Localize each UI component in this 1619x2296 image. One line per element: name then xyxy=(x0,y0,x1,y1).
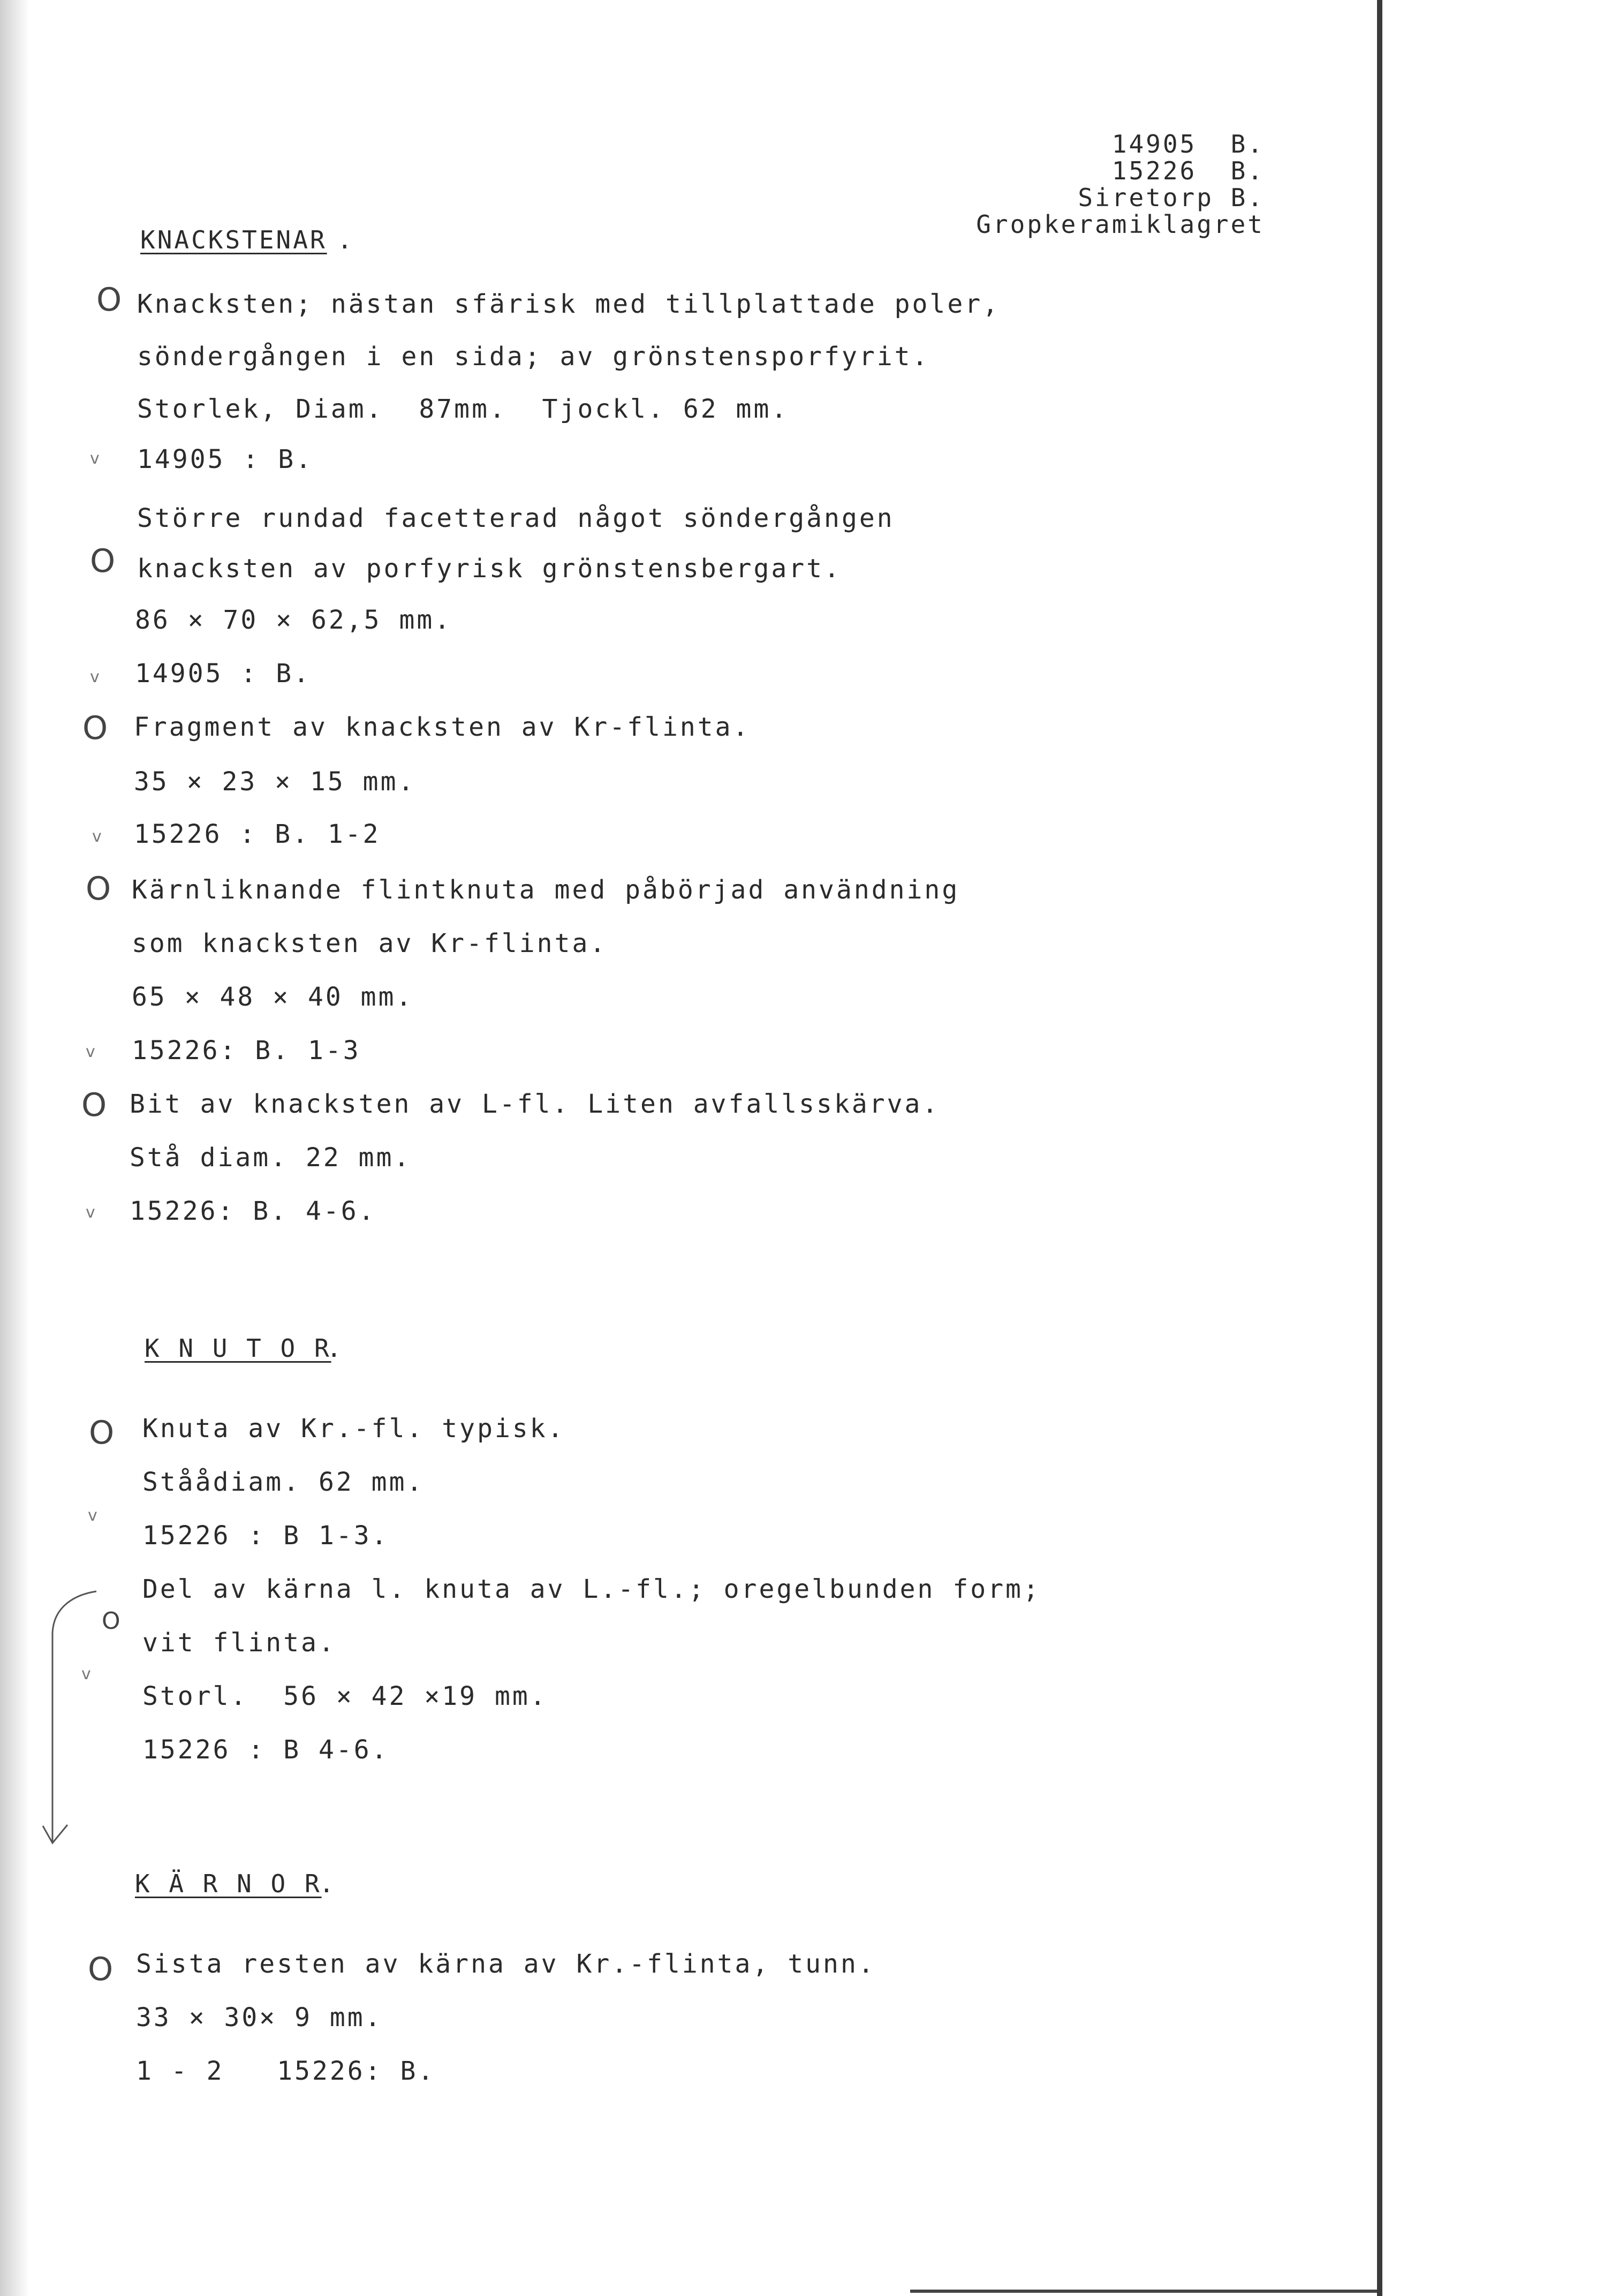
entry-line: Knacksten; nästan sfärisk med tillplattade poler, xyxy=(137,289,1001,319)
circle-mark: O xyxy=(86,870,111,908)
header-line: Siretorp B. xyxy=(1078,183,1265,212)
check-mark: v xyxy=(90,449,100,468)
catalog-number: 14905 : B. xyxy=(137,444,313,474)
entry-line: 86 × 70 × 62,5 mm. xyxy=(135,605,452,635)
page-margin xyxy=(1382,0,1619,2296)
catalog-number: 14905 : B. xyxy=(135,659,311,689)
entry-line: Storlek, Diam. 87mm. Tjockl. 62 mm. xyxy=(137,394,789,424)
catalog-number: 15226: B. 4-6. xyxy=(130,1196,376,1226)
bracket-arrow-icon xyxy=(32,1585,118,1853)
entry-line: Kärnliknande flintknuta med påbörjad användning xyxy=(132,875,960,905)
catalog-header xyxy=(976,131,1265,238)
check-mark: v xyxy=(86,1203,95,1222)
entry-line: knacksten av porfyrisk grönstensbergart. xyxy=(137,554,842,584)
entry-line: Fragment av knacksten av Kr-flinta. xyxy=(134,712,751,742)
circle-mark: O xyxy=(90,542,116,580)
circle-mark: O xyxy=(89,1414,115,1452)
check-mark: v xyxy=(92,827,102,846)
section-title-karnor: K Ä R N O R xyxy=(135,1869,322,1898)
page-edge xyxy=(1377,0,1382,2296)
entry-line: Knuta av Kr.-fl. typisk. xyxy=(142,1414,565,1444)
entry-line: Stå diam. 22 mm. xyxy=(130,1143,412,1173)
entry-line: Sista resten av kärna av Kr.-flinta, tunn. xyxy=(136,1949,876,1979)
header-line: 15226 B. xyxy=(1111,156,1265,185)
section-title-knutor: K N U T O R xyxy=(145,1334,331,1363)
entry-line: Bit av knacksten av L-fl. Liten avfallsskärva. xyxy=(130,1089,940,1119)
catalog-number: 15226 : B 1-3. xyxy=(142,1521,389,1551)
circle-mark: O xyxy=(102,1607,120,1635)
circle-mark: O xyxy=(82,709,108,747)
entry-line: vit flinta. xyxy=(142,1628,336,1658)
entry-line: Större rundad facetterad något söndergången xyxy=(137,503,895,533)
period: . xyxy=(327,1334,344,1363)
check-mark: v xyxy=(88,1506,97,1525)
page-edge-bottom xyxy=(910,2290,1377,2293)
entry-line: Ståådiam. 62 mm. xyxy=(142,1467,425,1497)
entry-line: Del av kärna l. knuta av L.-fl.; oregelbunden form; xyxy=(142,1574,1041,1604)
check-mark: v xyxy=(86,1043,95,1061)
entry-line: som knacksten av Kr-flinta. xyxy=(132,928,608,958)
entry-line: 33 × 30× 9 mm. xyxy=(136,2003,383,2033)
header-line: 14905 B. xyxy=(1111,130,1265,158)
circle-mark: O xyxy=(81,1086,107,1124)
catalog-number: 15226 : B. 1-2 xyxy=(134,819,381,849)
circle-mark: O xyxy=(88,1951,114,1988)
binding-shadow xyxy=(0,0,29,2296)
catalog-number: 15226: B. 1-3 xyxy=(132,1036,361,1066)
entry-line: 65 × 48 × 40 mm. xyxy=(132,982,414,1012)
entry-line: Storl. 56 × 42 ×19 mm. xyxy=(142,1681,548,1711)
section-title-knackstenar: KNACKSTENAR xyxy=(140,225,327,254)
check-mark: v xyxy=(90,668,100,686)
catalog-number: 15226 : B 4-6. xyxy=(142,1735,389,1765)
period: . xyxy=(319,1869,336,1898)
catalog-number: 1 - 2 15226: B. xyxy=(136,2056,436,2086)
header-line: Gropkeramiklagret xyxy=(976,210,1265,239)
period: . xyxy=(337,225,354,254)
circle-mark: O xyxy=(96,281,122,319)
check-mark: v xyxy=(81,1665,91,1683)
entry-line: söndergången i en sida; av grönstensporfyrit. xyxy=(137,342,930,372)
entry-line: 35 × 23 × 15 mm. xyxy=(134,767,416,797)
